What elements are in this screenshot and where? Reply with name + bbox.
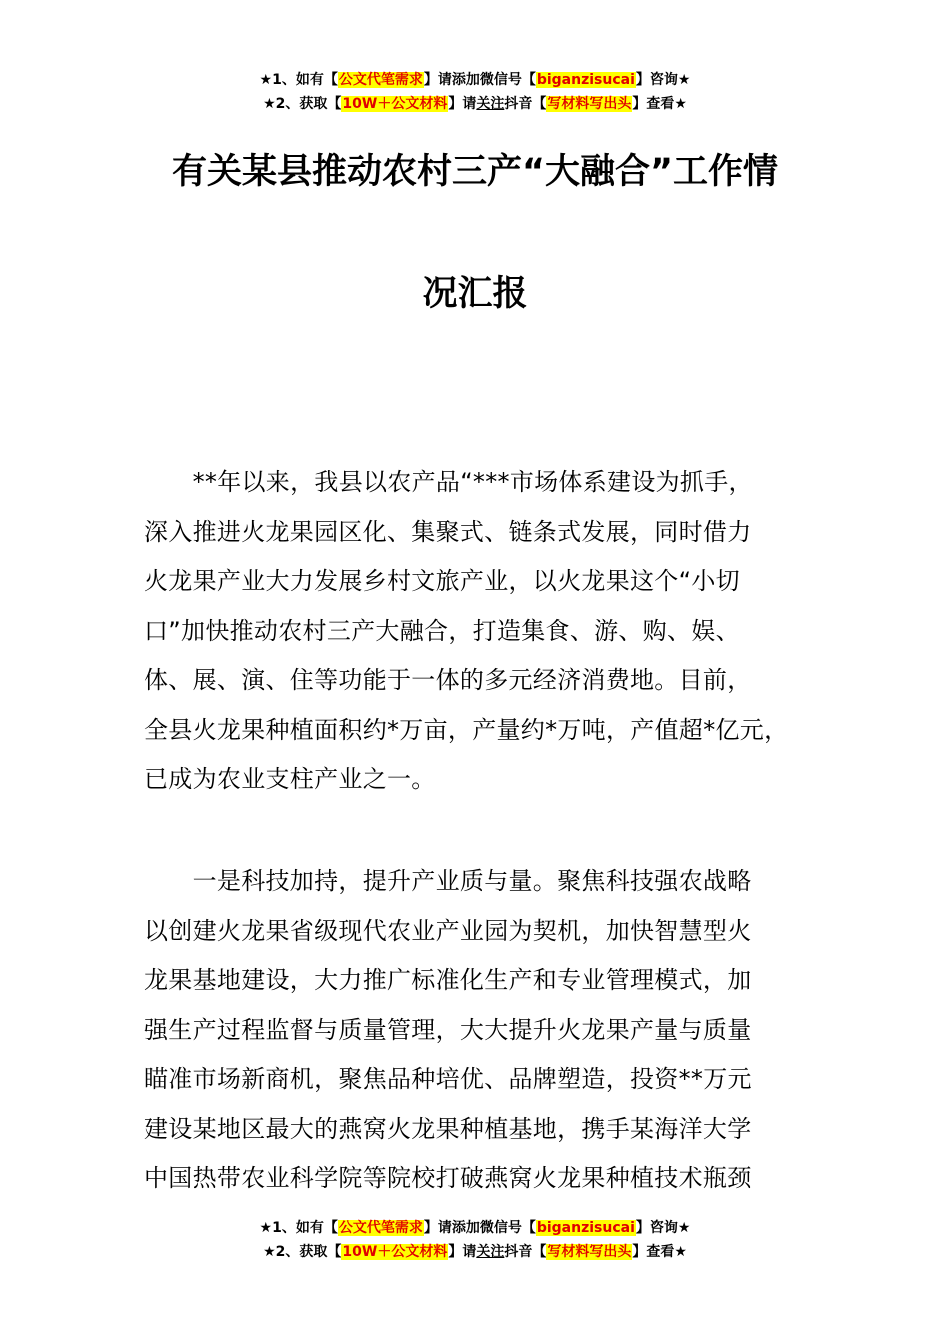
promo-line-1	[0, 1216, 950, 1240]
paragraph-line: 一是科技加持，提升产业质与量。聚焦科技强农战略	[144, 867, 752, 895]
promo-text: 】请	[448, 1244, 477, 1260]
promo-line-1	[0, 68, 950, 92]
paragraph-line: 中国热带农业科学院等院校打破燕窝火龙果种植技术瓶颈	[144, 1164, 752, 1192]
promo-text: 微信号【	[479, 72, 536, 88]
promo-text: ★1、如有【	[259, 1220, 338, 1236]
promo-line-2	[0, 1240, 950, 1264]
document-title-line-2: 况汇报	[422, 274, 528, 314]
promo-emphasis: 关注	[476, 1244, 505, 1260]
promo-text: ★1、如有【	[259, 72, 338, 88]
paragraph-line: 火龙果产业大力发展乡村文旅产业，以火龙果这个“小切	[144, 567, 740, 595]
promo-highlight: 10W＋公文材料	[342, 1244, 448, 1260]
douyin-id-highlight: 写材料写出头	[547, 96, 632, 112]
promo-emphasis: 关注	[476, 96, 505, 112]
body-paragraph-1	[144, 458, 844, 805]
wechat-id-highlight: biganzisucai	[536, 1220, 635, 1236]
promo-text: 抖音【	[504, 96, 547, 112]
promo-text: 】查看★	[632, 1244, 687, 1260]
promo-text: ★2、获取【	[263, 96, 342, 112]
paragraph-line: 口”加快推动农村三产大融合，打造集食、游、购、娱、	[144, 616, 740, 645]
paragraph-line: 全县火龙果种植面积约*万亩，产量约*万吨，产值超*亿元，	[144, 715, 789, 744]
promo-highlight: 公文代笔需求	[338, 72, 423, 88]
paragraph-line: 强生产过程监督与质量管理，大大提升火龙果产量与质量	[144, 1015, 752, 1044]
promo-text: 微信号【	[479, 1220, 536, 1236]
promo-banner-bottom	[0, 1216, 950, 1264]
promo-text: ★2、获取【	[263, 1244, 342, 1260]
paragraph-line: 已成为农业支柱产业之一。	[144, 765, 436, 793]
promo-banner-top	[0, 68, 950, 116]
promo-text: 】咨询★	[635, 72, 691, 88]
promo-text: 】请	[448, 96, 477, 112]
douyin-id-highlight: 写材料写出头	[547, 1244, 632, 1260]
promo-highlight: 公文代笔需求	[338, 1220, 423, 1236]
paragraph-line: 瞄准市场新商机，聚焦品种培优、品牌塑造，投资**万元	[144, 1065, 752, 1093]
paragraph-line: 体、展、演、住等功能于一体的多元经济消费地。目前，	[144, 666, 752, 694]
promo-highlight: 10W＋公文材料	[342, 96, 448, 112]
wechat-id-highlight: biganzisucai	[536, 72, 635, 88]
paragraph-line: 龙果基地建设，大力推广标准化生产和专业管理模式，加	[144, 966, 752, 994]
paragraph-line: 以创建火龙果省级现代农业产业园为契机，加快智慧型火	[144, 916, 752, 945]
promo-text: 】查看★	[632, 96, 687, 112]
body-paragraph-2	[144, 857, 844, 1204]
promo-text: 】请添加	[423, 72, 480, 88]
promo-text: 】咨询★	[635, 1220, 691, 1236]
promo-text: 抖音【	[504, 1244, 547, 1260]
paragraph-line: 建设某地区最大的燕窝火龙果种植基地，携手某海洋大学	[144, 1114, 752, 1143]
paragraph-line: 深入推进火龙果园区化、集聚式、链条式发展，同时借力	[144, 517, 752, 546]
promo-line-2	[0, 92, 950, 116]
paragraph-line: **年以来，我县以农产品“***市场体系建设为抓手，	[144, 468, 753, 496]
document-title-line-1: 有关某县推动农村三产“大融合”工作情	[171, 152, 778, 192]
promo-text: 】请添加	[423, 1220, 480, 1236]
